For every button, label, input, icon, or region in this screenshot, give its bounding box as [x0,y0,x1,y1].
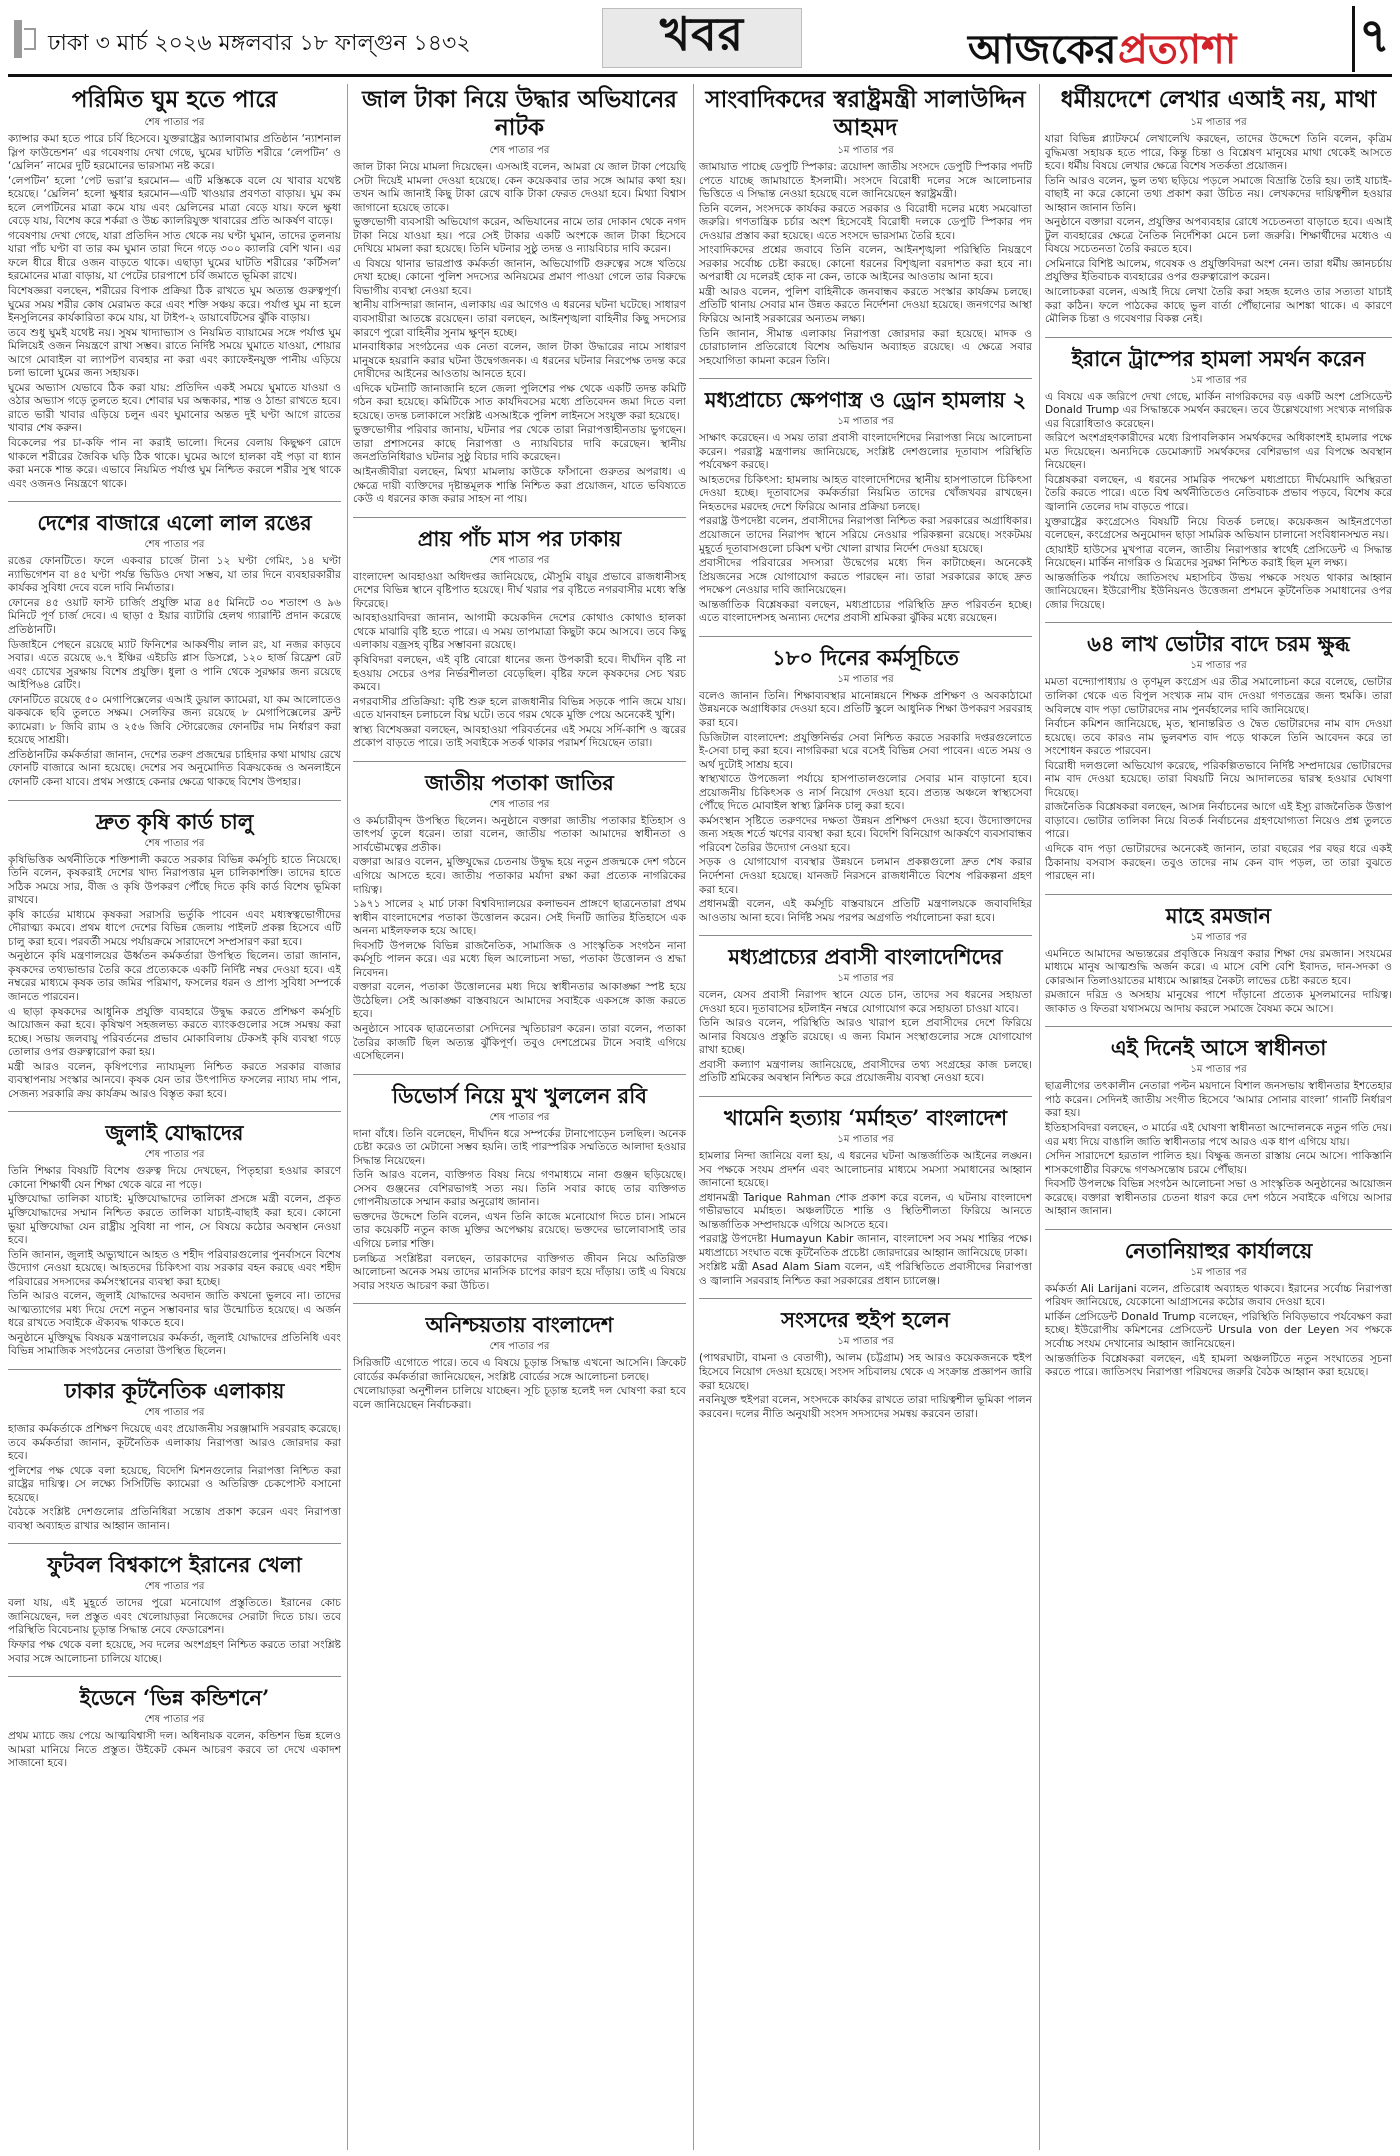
article-paragraph: তিনি আরও বলেন, পরিস্থিতি আরও খারাপ হলে প্রবাসীদের দেশে ফিরিয়ে আনার বিষয়েও প্রস্তুতি রয়েছে। এ জন্য বিমান সংস্থাগুলোর সঙ্গে যোগাযোগ রাখা হচ্ছে। [699,1017,1032,1057]
article-paragraph: পুলিশের পক্ষ থেকে বলা হয়েছে, বিদেশি মিশনগুলোর নিরাপত্তা নিশ্চিত করা রাষ্ট্রের দায়িত্ব। সে লক্ষ্যে সিসিটিভি ক্যামেরা ও অতিরিক্ত চেকপোস্ট বসানো হয়েছে। [8,1464,341,1504]
article-headline: সংসদের হুইপ হলেন [781,1307,950,1333]
article [699,86,1032,368]
logo-part-1: আজকের [968,26,1117,73]
article [8,800,341,1102]
article-paragraph: বক্তারা বলেন, পতাকা উত্তোলনের মধ্য দিয়ে স্বাধীনতার আকাঙ্ক্ষা স্পষ্ট হয়ে উঠেছিল। সেই আকাঙ্ক্ষা বাস্তবায়নে আমাদের সবাইকে একসঙ্গে কাজ করতে হবে। [353,981,686,1021]
article-paragraph: (পাথরঘাটা, বামনা ও বেতাগী), আলম (চট্টগ্রাম) সহ আরও কয়েকজনকে হুইপ হিসেবে নিয়োগ দেওয়া হয়েছে। সংসদ সচিবালয় থেকে এ সংক্রান্ত প্রজ্ঞাপন জারি করা হয়েছে। [699,1352,1032,1392]
article-paragraph: সিরিজটি এগোতে পারে। তবে এ বিষয়ে চূড়ান্ত সিদ্ধান্ত এখনো আসেনি। ক্রিকেট বোর্ডের কর্মকর্তারা জানিয়েছেন, সংশ্লিষ্ট বোর্ডের সঙ্গে আলোচনা চলছে। [353,1357,686,1383]
continuation-note: ১ম পাতার পর [1190,1266,1247,1278]
article-headline: ঢাকার কূটনৈতিক এলাকায় [64,1378,285,1404]
article-paragraph: জাল টাকা নিয়ে মামলা দিয়েছেন। এসআই বলেন, আমরা যে জাল টাকা পেয়েছি সেটা দিয়েই মামলা দেওয়া হয়েছে। কেন কয়েকবার তার সঙ্গে আমার কথা হয়। তখন আমি জানাই কিছু টাকা রেখে বাকি টাকা ফেরত দেওয়া হবে। মিথ্যা বিশ্বাস জাগানো হয়েছে তাকে। [353,161,686,214]
column-2 [353,84,686,2150]
article-headline: অনিশ্চয়তায় বাংলাদেশ [425,1312,614,1338]
article-paragraph: হাজার কর্মকর্তাকে প্রশিক্ষণ দিয়েছে এবং প্রয়োজনীয় সরঞ্জামাদি সরবরাহ করেছে। তবে কর্মকর্তারা জানান, কূটনৈতিক এলাকায় নিরাপত্তা আরও জোরদার করা হবে। [8,1423,341,1463]
article-paragraph: মন্ত্রী আরও বলেন, পুলিশ বাহিনীকে জনবান্ধব করতে সংস্কার কার্যক্রম চলছে। প্রতিটি থানায় সেবার মান উন্নত করতে নির্দেশনা দেওয়া হয়েছে। জনগণের আস্থা ফিরিয়ে আনাই সরকারের অন্যতম লক্ষ্য। [699,285,1032,326]
article-paragraph: বিশ্লেষকরা বলছেন, এ ধরনের সামরিক পদক্ষেপ মধ্যপ্রাচ্যে দীর্ঘমেয়াদি অস্থিরতা তৈরি করতে পারে। এতে বিশ্ব অর্থনীতিতেও নেতিবাচক প্রভাব পড়বে, বিশেষ করে জ্বালানি তেলের দাম বাড়তে পারে। [1045,473,1392,514]
article-paragraph: বলা যায়, এই মুহূর্তে তাদের পুরো মনোযোগ প্রস্তুতিতে। ইরানের কোচ জানিয়েছেন, দল প্রস্তুত এবং খেলোয়াড়রা নিজেদের সেরাটা দিতে চায়। তবে পরিস্থিতি বিবেচনায় চূড়ান্ত সিদ্ধান্ত নেবে ফেডারেশন। [8,1597,341,1637]
article-paragraph: সেদিন সারাদেশে হরতাল পালিত হয়। বিক্ষুব্ধ জনতা রাস্তায় নেমে আসে। পাকিস্তানি শাসকগোষ্ঠীর বিরুদ্ধে গণঅসন্তোষ চরমে পৌঁছায়। [1045,1150,1392,1176]
article-paragraph: এ ছাড়া কৃষকদের আধুনিক প্রযুক্তি ব্যবহারে উদ্বুদ্ধ করতে প্রশিক্ষণ কর্মসূচি আয়োজন করা হবে। কৃষিঋণ সহজলভ্য করতে ব্যাংকগুলোর সঙ্গে সমন্বয় করা হচ্ছে। সভায় জলবায়ু পরিবর্তনের প্রভাব মোকাবিলায় টেকসই কৃষি ব্যবস্থা গড়ে তোলার ওপর গুরুত্বারোপ করা হয়। [8,1005,341,1059]
article [1045,622,1392,883]
article-headline: মাহে রমজান [1165,902,1272,928]
masthead [0,0,1400,78]
article-paragraph: প্রবাসীদের পরিবারের সদস্যরা উদ্বেগের মধ্যে দিন কাটাচ্ছেন। অনেকেই প্রিয়জনের সঙ্গে যোগাযোগ করতে পারছেন না। তারা সরকারের কাছে দ্রুত পদক্ষেপ নেওয়ার দাবি জানিয়েছেন। [699,557,1032,597]
article-paragraph: ফিফার পক্ষ থেকে বলা হয়েছে, সব দলের অংশগ্রহণ নিশ্চিত করতে তারা সংশ্লিষ্ট সবার সঙ্গে আলোচনা চালিয়ে যাচ্ছে। [8,1639,341,1665]
masthead-rule [8,74,1392,77]
article-paragraph: জরিপে অংশগ্রহণকারীদের মধ্যে রিপাবলিকান সমর্থকদের অধিকাংশই হামলার পক্ষে মত দিয়েছেন। অন্যদিকে ডেমোক্র্যাট সমর্থকদের বেশিরভাগ এর বিপক্ষে অবস্থান নিয়েছেন। [1045,432,1392,472]
article-paragraph: রঙের ফোনটিতে। ফলে একবার চার্জে টানা ১২ ঘণ্টা গেমিং, ১৪ ঘণ্টা ন্যাভিগেশন বা ৪৫ ঘণ্টা পর্যন্ত ভিডিও দেখা সম্ভব, যা তার দিনে ব্যবহারকারীর কার্যকর সুবিধা দেবে বলে দাবি নির্মাতার। [8,555,341,595]
article-paragraph: তিনি বলেন, সংসদকে কার্যকর করতে সরকার ও বিরোধী দলের মধ্যে সমঝোতা জরুরি। গণতান্ত্রিক চর্চার অংশ হিসেবেই বিরোধী দলকে ডেপুটি স্পিকার পদ দেওয়ার প্রস্তাব করা হয়েছে। এতে সংসদে ভারসাম্য তৈরি হবে। [699,202,1032,242]
article-paragraph: পররাষ্ট্র উপদেষ্টা Humayun Kabir জানান, বাংলাদেশ সব সময় শান্তির পক্ষে। মধ্যপ্রাচ্যে সংঘাত বন্ধে কূটনৈতিক প্রচেষ্টা জোরদারের আহ্বান জানিয়েছে ঢাকা। [699,1233,1032,1259]
article-headline: জাতীয় পতাকা জাতির [425,769,614,795]
article-headline: ধর্মীয়দেশে লেখার এআই নয়, মাথা [1060,86,1377,113]
article [8,1111,341,1359]
continuation-note: শেষ পাতার পর [144,1407,205,1419]
article [1045,1026,1392,1218]
article-paragraph: হামলার নিন্দা জানিয়ে বলা হয়, এ ধরনের ঘটনা আন্তর্জাতিক আইনের লঙ্ঘন। সব পক্ষকে সংযম প্রদর্শন এবং আলোচনার মাধ্যমে সমস্যা সমাধানের আহ্বান জানানো হয়েছে। [699,1149,1032,1190]
article-headline: ফুটবল বিশ্বকাপে ইরানের খেলা [47,1552,302,1578]
article-paragraph: আইনজীবীরা বলছেন, মিথ্যা মামলায় কাউকে ফাঁসানো গুরুতর অপরাধ। এ ক্ষেত্রে দায়ী ব্যক্তিদের দৃষ্টান্তমূলক শাস্তি নিশ্চিত করা প্রয়োজন, যাতে ভবিষ্যতে কেউ এ ধরনের কাজ করার সাহস না পায়। [353,466,686,506]
article-headline: ডিভোর্স নিয়ে মুখ খুললেন রবি [392,1082,647,1108]
article-headline: ইরানে ট্রাম্পের হামলা সমর্থন করেন [1071,345,1366,371]
article [353,1074,686,1294]
article-paragraph: আলোচকরা বলেন, এআই দিয়ে লেখা তৈরি করা সহজ হলেও তার সত্যতা যাচাই করা কঠিন। ফলে পাঠকের কাছে ভুল বার্তা পৌঁছানোর আশঙ্কা থাকে। এ কারণে মৌলিক চিন্তা ও গবেষণার বিকল্প নেই। [1045,286,1392,326]
continuation-note: শেষ পাতার পর [144,1149,205,1161]
column-4 [1045,84,1392,2150]
article-paragraph: কৃষি কার্ডের মাধ্যমে কৃষকরা সরাসরি ভর্তুকি পাবেন এবং মধ্যস্বত্বভোগীদের দৌরাত্ম্য কমবে। প্রথম ধাপে দেশের বিভিন্ন জেলায় পাইলট প্রকল্প হিসেবে এটি চালু করা হবে। পরবর্তী সময়ে পর্যায়ক্রমে সারাদেশে সম্প্রসারণ করা হবে। [8,908,341,948]
article-paragraph: কৃষিবিদরা বলছেন, এই বৃষ্টি বোরো ধানের জন্য উপকারী হবে। দীর্ঘদিন বৃষ্টি না হওয়ায় সেচের ওপর নির্ভরশীলতা বেড়েছিল। বৃষ্টির ফলে কৃষকদের সেচ খরচ কমবে। [353,653,686,694]
article-paragraph: হোয়াইট হাউসের মুখপাত্র বলেন, জাতীয় নিরাপত্তার স্বার্থেই প্রেসিডেন্ট এ সিদ্ধান্ত নিয়েছেন। মার্কিন নাগরিক ও মিত্রদের সুরক্ষা নিশ্চিত করাই ছিল মূল লক্ষ্য। [1045,543,1392,570]
column-divider [1039,84,1040,2150]
article [8,501,341,789]
article [8,1543,341,1666]
article [699,1298,1032,1421]
article-paragraph: মুক্তিযোদ্ধা তালিকা যাচাই: মুক্তিযোদ্ধাদের তালিকা প্রসঙ্গে মন্ত্রী বলেন, প্রকৃত মুক্তিযোদ্ধাদের সম্মান নিশ্চিত করতে তালিকা যাচাই-বাছাই করা হবে। কোনো ভুয়া মুক্তিযোদ্ধা যেন রাষ্ট্রীয় সুবিধা না পান, সে বিষয়ে কঠোর অবস্থান নেওয়া হবে। [8,1193,341,1247]
article-paragraph: ডিজাইনে পেছনে রয়েছে ম্যাট ফিনিশের আকর্ষণীয় লাল রং, যা নজর কাড়বে সবার। এতে রয়েছে ৬.৭ ইঞ্চির এইচডি প্লাস ডিসপ্লে, ১২০ হার্জ রিফ্রেশ রেট এবং চোখের সুরক্ষায় বিশেষ প্রযুক্তি। ধুলা ও পানি থেকে সুরক্ষার জন্য রয়েছে আইপি৬৪ রেটিং। [8,638,341,692]
article-paragraph: বাংলাদেশ আবহাওয়া অধিদপ্তর জানিয়েছে, মৌসুমি বায়ুর প্রভাবে রাজধানীসহ দেশের বিভিন্ন স্থানে বৃষ্টিপাত হয়েছে। দীর্ঘ খরার পর বৃষ্টিতে নগরবাসীর মধ্যে স্বস্তি ফিরেছে। [353,570,686,610]
column-3 [699,84,1032,2150]
article-headline: জুলাই যোদ্ধাদের [105,1120,244,1146]
article-paragraph: রাজনৈতিক বিশ্লেষকরা বলছেন, আসন্ন নির্বাচনের আগে এই ইস্যু রাজনৈতিক উত্তাপ বাড়াবে। ভোটার তালিকা নিয়ে বিতর্ক নির্বাচনের গ্রহণযোগ্যতা নিয়েও প্রশ্ন তুলতে পারে। [1045,801,1392,841]
article-paragraph: খেলোয়াড়রা অনুশীলন চালিয়ে যাচ্ছেন। সূচি চূড়ান্ত হলেই দল ঘোষণা করা হবে বলে জানিয়েছেন নির্বাচকরা। [353,1385,686,1411]
article-paragraph: অনুষ্ঠানে মুক্তিযুদ্ধ বিষয়ক মন্ত্রণালয়ের কর্মকর্তা, জুলাই যোদ্ধাদের প্রতিনিধি এবং বিভিন্ন সামাজিক সংগঠনের নেতারা উপস্থিত ছিলেন। [8,1331,341,1358]
article-paragraph: স্বাস্থ্য বিশেষজ্ঞরা বলছেন, আবহাওয়া পরিবর্তনের এই সময়ে সর্দি-কাশি ও জ্বরের প্রকোপ বাড়তে পারে। তাই সবাইকে সতর্ক থাকার পরামর্শ দিয়েছেন তারা। [353,723,686,750]
continuation-note: ১ম পাতার পর [837,1133,894,1145]
article-paragraph: মন্ত্রী আরও বলেন, কৃষিপণ্যের ন্যায্যমূল্য নিশ্চিত করতে সরকার বাজার ব্যবস্থাপনায় সংস্কার আনবে। কৃষক যেন তার উৎপাদিত ফসলের ন্যায্য দাম পান, সেজন্য সরকারি ক্রয় কার্যক্রম আরও বিস্তৃত করা হবে। [8,1060,341,1100]
continuation-note: ১ম পাতার পর [1190,117,1247,128]
article-paragraph: অনুষ্ঠানে সাবেক ছাত্রনেতারা সেদিনের স্মৃতিচারণ করেন। তারা বলেন, পতাকা তৈরির কাজটি ছিল অত্যন্ত ঝুঁকিপূর্ণ। তবুও দেশপ্রেমের টানে সবাই এগিয়ে এসেছিলেন। [353,1022,686,1063]
article-headline: নেতানিয়াহুর কার্যালয়ে [1124,1237,1313,1263]
article-paragraph: ফোনটিতে রয়েছে ৫০ মেগাপিক্সেলের এআই ডুয়াল ক্যামেরা, যা কম আলোতেও ঝকঝকে ছবি তুলতে সক্ষম। সেলফির জন্য রয়েছে ৮ মেগাপিক্সেলের ফ্রন্ট ক্যামেরা। ৮ জিবি র‍্যাম ও ২৫৬ জিবি স্টোরেজের ফোনটির দাম নির্ধারণ করা হয়েছে সাশ্রয়ী। [8,693,341,747]
article-paragraph: ছাত্রলীগের তৎকালীন নেতারা পল্টন ময়দানে বিশাল জনসভায় স্বাধীনতার ইশতেহার পাঠ করেন। সেদিনই জাতীয় সংগীত হিসেবে ‘আমার সোনার বাংলা’ গানটি নির্ধারণ করা হয়। [1045,1080,1392,1120]
article-paragraph: ও কর্মচারীবৃন্দ উপস্থিত ছিলেন। অনুষ্ঠানে বক্তারা জাতীয় পতাকার ইতিহাস ও তাৎপর্য তুলে ধরেন। তারা বলেন, জাতীয় পতাকা আমাদের স্বাধীনতা ও সার্বভৌমত্বের প্রতীক। [353,814,686,854]
article-paragraph: বক্তারা আরও বলেন, মুক্তিযুদ্ধের চেতনায় উদ্বুদ্ধ হয়ে নতুন প্রজন্মকে দেশ গঠনে এগিয়ে আসতে হবে। জাতীয় পতাকার মর্যাদা রক্ষা করা প্রত্যেক নাগরিকের দায়িত্ব। [353,856,686,896]
continuation-note: শেষ পাতার পর [489,1341,550,1353]
article-paragraph: তিনি আরও বলেন, ভুল তথ্য ছড়িয়ে পড়লে সমাজে বিভ্রান্তি তৈরি হয়। তাই যাচাই-বাছাই না করে কোনো তথ্য প্রকাশ করা উচিত নয়। লেখকদের দায়িত্বশীল হওয়ার আহ্বান জানান তিনি। [1045,174,1392,214]
continuation-note: শেষ পাতার পর [144,837,205,849]
article-paragraph: নবনিযুক্ত হুইপরা বলেন, সংসদকে কার্যকর রাখতে তারা দায়িত্বশীল ভূমিকা পালন করবেন। দলের নীতি অনুযায়ী সংসদ সদস্যদের সমন্বয় করবেন তারা। [699,1394,1032,1420]
article-paragraph: তিনি আরও বলেন, ব্যক্তিগত বিষয় নিয়ে গণমাধ্যমে নানা গুঞ্জন ছড়িয়েছে। সেসব গুঞ্জনের বেশিরভাগই সত্য নয়। তিনি সবার কাছে তার ব্যক্তিগত গোপনীয়তাকে সম্মান করার অনুরোধ জানান। [353,1169,686,1209]
article [1045,1229,1392,1380]
newspaper-logo [968,14,1338,73]
article-paragraph: ভুক্তভোগীর পরিবার জানায়, ঘটনার পর থেকে তারা নিরাপত্তাহীনতায় ভুগছেন। তারা প্রশাসনের কাছে নিরাপত্তা ও ন্যায়বিচার দাবি করেছেন। স্থানীয় জনপ্রতিনিধিরাও ঘটনার সুষ্ঠু বিচার দাবি করেছেন। [353,424,686,464]
article-paragraph: বলেন, যেসব প্রবাসী নিরাপদ স্থানে যেতে চান, তাদের সব ধরনের সহায়তা দেওয়া হবে। দূতাবাসের হটলাইন নম্বরে যোগাযোগ করে সহায়তা চাওয়া যাবে। [699,989,1032,1015]
article-paragraph: তিনি শিক্ষার বিষয়টি বিশেষ গুরুত্ব দিয়ে দেখছেন, পিতৃহারা হওয়ার কারণে কোনো শিক্ষার্থী যেন শিক্ষা থেকে ঝরে না পড়ে। [8,1165,341,1191]
article-paragraph: অনুষ্ঠানে কৃষি মন্ত্রণালয়ের ঊর্ধ্বতন কর্মকর্তারা উপস্থিত ছিলেন। তারা জানান, কৃষকদের তথ্যভান্ডার তৈরি করে প্রত্যেককে একটি নির্দিষ্ট নম্বর দেওয়া হবে। এই নম্বরের মাধ্যমে কৃষক তার জমির পরিমাণ, ফসলের ধরন ও প্রাপ্য সুবিধা সম্পর্কে জানতে পারবেন। [8,950,341,1003]
continuation-note: শেষ পাতার পর [489,1111,550,1123]
article-paragraph: মানবাধিকার সংগঠনের এক নেতা বলেন, জাল টাকা উদ্ধারের নামে সাধারণ মানুষকে হয়রানি করার ঘটনা উদ্বেগজনক। এ ধরনের ঘটনার নিরপেক্ষ তদন্ত করে দোষীদের আইনের আওতায় আনতে হবে। [353,341,686,381]
article-paragraph: ফোনের ৪৫ ওয়াট ফাস্ট চার্জিং প্রযুক্তি মাত্র ৪৫ মিনিটে ৩০ শতাংশ ও ৯৬ মিনিটে পূর্ণ চার্জ দেবে। এ ছাড়া ৫ ইয়ার ব্যাটারি হেলথ গ্যারান্টি প্রদান করেছে প্রতিষ্ঠানটি। [8,596,341,636]
column-divider [347,84,348,2150]
article-paragraph: গবেষণায় দেখা গেছে, যারা প্রতিদিন সাত থেকে নয় ঘণ্টা ঘুমান, তাদের তুলনায় যারা পাঁচ ঘণ্টা বা তার কম ঘুমান তারা দিনে গড়ে ৩০০ ক্যালরি বেশি খান। এর ফলে ধীরে ধীরে ওজন বাড়তে থাকে। এছাড়া ঘুমের ঘাটতি শরীরের ‘কর্টিসল’ হরমোনের মাত্রা বাড়ায়, যা পেটের চারপাশে চর্বি জমাতে ভূমিকা রাখে। [8,229,341,283]
continuation-note: ১ম পাতার পর [1190,1064,1247,1076]
continuation-note: শেষ পাতার পর [489,554,550,566]
article-paragraph: ১৯৭১ সালের ২ মার্চ ঢাকা বিশ্ববিদ্যালয়ের কলাভবন প্রাঙ্গণে ছাত্রনেতারা প্রথম স্বাধীন বাংলাদেশের পতাকা উত্তোলন করেন। সেই দিনটি জাতির ইতিহাসে এক অনন্য মাইলফলক হয়ে আছে। [353,898,686,938]
article-paragraph: বিশেষজ্ঞরা বলছেন, শরীরের বিপাক প্রক্রিয়া ঠিক রাখতে ঘুম অত্যন্ত গুরুত্বপূর্ণ। ঘুমের সময় শরীর কোষ মেরামত করে এবং শক্তি সঞ্চয় করে। পর্যাপ্ত ঘুম না হলে ইনসুলিনের কার্যকারিতা কমে যায়, যা টাইপ-২ ডায়াবেটিসের ঝুঁকি বাড়ায়। [8,285,341,325]
article-paragraph: বৈঠকে সংশ্লিষ্ট দেশগুলোর প্রতিনিধিরা সন্তোষ প্রকাশ করেন এবং নিরাপত্তা ব্যবস্থা অব্যাহত রাখার আহ্বান জানান। [8,1506,341,1532]
article-paragraph: প্রধানমন্ত্রী বলেন, এই কর্মসূচি বাস্তবায়নে প্রতিটি মন্ত্রণালয়কে জবাবদিহির আওতায় আনা হবে। নির্দিষ্ট সময় পরপর অগ্রগতি পর্যালোচনা করা হবে। [699,898,1032,924]
article-headline: পরিমিত ঘুম হতে পারে [71,86,278,113]
article-paragraph: প্রথম ম্যাচে জয় পেয়ে আত্মবিশ্বাসী দল। অধিনায়ক বলেন, কন্ডিশন ভিন্ন হলেও আমরা মানিয়ে নিতে প্রস্তুত। উইকেট কেমন আচরণ করবে তা দেখে একাদশ সাজানো হবে। [8,1730,341,1770]
article [8,1369,341,1533]
continuation-note: ১ম পাতার পর [837,673,894,685]
article-headline: এই দিনেই আসে স্বাধীনতা [1110,1035,1327,1061]
article-headline: দেশের বাজারে এলো লাল রঙের [37,510,312,536]
article-paragraph: ঘুমের অভ্যাস যেভাবে ঠিক করা যায়: প্রতিদিন একই সময়ে ঘুমাতে যাওয়া ও ওঠার অভ্যাস গড়ে তুলতে হবে। শোবার ঘর অন্ধকার, শান্ত ও ঠান্ডা রাখতে হবে। রাতে ভারী খাবার এড়িয়ে চলুন এবং ঘুমানোর অন্তত দুই ঘণ্টা আগে রাতের খাবার শেষ করুন। [8,381,341,435]
continuation-note: ১ম পাতার পর [1190,931,1247,943]
article-paragraph: এদিকে ঘটনাটি জানাজানি হলে জেলা পুলিশের পক্ষ থেকে একটি তদন্ত কমিটি গঠন করা হয়েছে। কমিটিকে সাত কার্যদিবসের মধ্যে প্রতিবেদন জমা দিতে বলা হয়েছে। তদন্ত চলাকালে সংশ্লিষ্ট এসআইকে পুলিশ লাইনসে সংযুক্ত করা হয়েছে। [353,382,686,422]
column-divider [693,84,694,2150]
article-paragraph: বিরোধী দলগুলো অভিযোগ করেছে, পরিকল্পিতভাবে নির্দিষ্ট সম্প্রদায়ের ভোটারদের নাম বাদ দেওয়া হয়েছে। তারা বিষয়টি নিয়ে আদালতের দ্বারস্থ হওয়ার ঘোষণা দিয়েছে। [1045,759,1392,799]
article-headline: জাল টাকা নিয়ে উদ্ধার অভিযানের নাটক [362,86,677,141]
column-1 [8,84,341,2150]
article-paragraph: তিনি জানান, সীমান্ত এলাকায় নিরাপত্তা জোরদার করা হয়েছে। মাদক ও চোরাচালান প্রতিরোধে বিশেষ অভিযান অব্যাহত রয়েছে। এ ক্ষেত্রে সবার সহযোগিতা কামনা করেন তিনি। [699,327,1032,367]
article-paragraph: দানা বাঁধে। তিনি বলেছেন, দীর্ঘদিন ধরে সম্পর্কের টানাপোড়েন চলছিল। অনেক চেষ্টা করেও তা মেটানো সম্ভব হয়নি। তাই পারস্পরিক সম্মতিতে আলাদা হওয়ার সিদ্ধান্ত নিয়েছেন। [353,1127,686,1167]
article-paragraph: মমতা বন্দ্যোপাধ্যায় ও তৃণমূল কংগ্রেস এর তীব্র সমালোচনা করে বলেছে, ভোটার তালিকা থেকে এত বিপুল সংখ্যক নাম বাদ দেওয়া গণতন্ত্রের জন্য হুমকি। তারা অবিলম্বে বাদ পড়া ভোটারদের নাম পুনর্বহালের দাবি জানিয়েছে। [1045,676,1392,716]
article-paragraph: কর্মকর্তা Ali Larijani বলেন, প্রতিরোধ অব্যাহত থাকবে। ইরানের সর্বোচ্চ নিরাপত্তা পরিষদ জানিয়েছে, যেকোনো আগ্রাসনের কঠোর জবাব দেওয়া হবে। [1045,1282,1392,1309]
article [699,636,1032,925]
article-paragraph: এদিকে বাদ পড়া ভোটারদের অনেকেই জানান, তারা বছরের পর বছর ধরে একই ঠিকানায় বসবাস করছেন। তবুও তাদের নাম কেন বাদ পড়ল, তা তারা বুঝতে পারছেন না। [1045,842,1392,883]
article-paragraph: কৃষিভিত্তিক অর্থনীতিকে শক্তিশালী করতে সরকার বিভিন্ন কর্মসূচি হাতে নিয়েছে। তিনি বলেন, কৃষকরাই দেশের খাদ্য নিরাপত্তার মূল চালিকাশক্তি। তাদের হাতে সঠিক সময়ে সার, বীজ ও কৃষি উপকরণ পৌঁছে দিতে কৃষি কার্ড বিশেষ ভূমিকা রাখবে। [8,853,341,907]
continuation-note: ১ম পাতার পর [837,145,894,156]
article [699,1096,1032,1288]
article-headline: ৬৪ লাখ ভোটার বাদে চরম ক্ষুব্ধ [1087,631,1350,657]
article-paragraph: বলেও জানান তিনি। শিক্ষাব্যবস্থার মানোন্নয়নে শিক্ষক প্রশিক্ষণ ও অবকাঠামো উন্নয়নকে অগ্রাধিকার দেওয়া হবে। প্রতিটি স্কুলে আধুনিক শিক্ষা উপকরণ সরবরাহ করা হবে। [699,689,1032,729]
article-paragraph: পররাষ্ট্র উপদেষ্টা বলেন, প্রবাসীদের নিরাপত্তা নিশ্চিত করা সরকারের অগ্রাধিকার। প্রয়োজনে তাদের নিরাপদ স্থানে সরিয়ে নেওয়ার পরিকল্পনা রয়েছে। সংকটময় মুহূর্তে দূতাবাসগুলো চব্বিশ ঘণ্টা খোলা রাখার নির্দেশ দেওয়া হয়েছে। [699,515,1032,555]
article-headline: মধ্যপ্রাচ্যের প্রবাসী বাংলাদেশিদের [728,944,1003,970]
continuation-note: শেষ পাতার পর [144,539,205,551]
article-paragraph: আবহাওয়াবিদরা জানান, আগামী কয়েকদিন দেশের কোথাও কোথাও হালকা থেকে মাঝারি বৃষ্টি হতে পারে। এ সময় তাপমাত্রা কিছুটা কমে আসবে। তবে কিছু এলাকায় বজ্রসহ বৃষ্টির সম্ভাবনা রয়েছে। [353,612,686,652]
article-paragraph: চলচ্চিত্র সংশ্লিষ্টরা বলছেন, তারকাদের ব্যক্তিগত জীবন নিয়ে অতিরিক্ত আলোচনা অনেক সময় তাদের মানসিক চাপের কারণ হয়ে দাঁড়ায়। তাই এ বিষয়ে সবার সংযত আচরণ করা উচিত। [353,1252,686,1292]
section-title [602,8,802,68]
article-paragraph: নির্বাচন কমিশন জানিয়েছে, মৃত, স্থানান্তরিত ও দ্বৈত ভোটারদের নাম বাদ দেওয়া হয়েছে। তবে কারও নাম ভুলবশত বাদ পড়ে থাকলে তিনি আবেদন করে তা সংশোধন করতে পারবেন। [1045,718,1392,758]
article [1045,86,1392,327]
continuation-note: ১ম পাতার পর [837,1336,894,1348]
logo-part-2: প্রত্যাশা [1118,26,1237,73]
article-paragraph: ডিজিটাল বাংলাদেশ: প্রযুক্তিনির্ভর সেবা নিশ্চিত করতে সরকারি দপ্তরগুলোতে ই-সেবা চালু করা হবে। নাগরিকরা ঘরে বসেই বিভিন্ন সেবা পাবেন। এতে সময় ও অর্থ দুটোই সাশ্রয় হবে। [699,731,1032,771]
article-headline: সাংবাদিকদের স্বরাষ্ট্রমন্ত্রী সালাউদ্দিন আহমদ [705,86,1026,141]
article-paragraph: যুক্তরাষ্ট্রের কংগ্রেসেও বিষয়টি নিয়ে বিতর্ক চলছে। কয়েকজন আইনপ্রণেতা বলেছেন, কংগ্রেসের অনুমোদন ছাড়া সামরিক অভিযান চালানো সংবিধানসম্মত নয়। [1045,515,1392,542]
article-paragraph: যারা বিভিন্ন প্ল্যাটফর্মে লেখালেখি করছেন, তাদের উদ্দেশে তিনি বলেন, কৃত্রিম বুদ্ধিমত্তা সহায়ক হতে পারে, কিন্তু চিন্তা ও বিশ্লেষণ মানুষের মাথা থেকেই আসতে হবে। ধর্মীয় বিষয়ে লেখার ক্ষেত্রে বিশেষ সতর্কতা প্রয়োজন। [1045,133,1392,173]
article-paragraph: নগরবাসীর প্রতিক্রিয়া: বৃষ্টি শুরু হলে রাজধানীর বিভিন্ন সড়কে পানি জমে যায়। এতে যানবাহন চলাচলে বিঘ্ন ঘটে। তবে গরম থেকে মুক্তি পেয়ে অনেকেই খুশি। [353,695,686,722]
article-paragraph: স্থানীয় বাসিন্দারা জানান, এলাকায় এর আগেও এ ধরনের ঘটনা ঘটেছে। সাধারণ ব্যবসায়ীরা আতঙ্কে রয়েছেন। তারা বলছেন, আইনশৃঙ্খলা বাহিনীর কিছু সদস্যের কারণে পুরো বাহিনীর সুনাম ক্ষুণ্ন হচ্ছে। [353,299,686,339]
article [8,86,341,491]
article [8,1676,341,1771]
article [699,378,1032,626]
article-paragraph: আন্তর্জাতিক পর্যায়ে জাতিসংঘ মহাসচিব উভয় পক্ষকে সংযত থাকার আহ্বান জানিয়েছেন। ইউরোপীয় ইউনিয়নও উত্তেজনা প্রশমনে কূটনৈতিক সমাধানের ওপর জোর দিয়েছে। [1045,571,1392,611]
continuation-note: শেষ পাতার পর [144,1714,205,1726]
article-paragraph: তিনি আরও বলেন, জুলাই যোদ্ধাদের অবদান জাতি কখনো ভুলবে না। তাদের আত্মত্যাগের মধ্য দিয়ে দেশে নতুন সম্ভাবনার দ্বার উন্মোচিত হয়েছে। এ অর্জন ধরে রাখতে সবাইকে ঐক্যবদ্ধ থাকতে হবে। [8,1290,341,1330]
section-title-label: খবর [659,7,745,61]
article-paragraph: কর্মসংস্থান সৃষ্টিতে তরুণদের দক্ষতা উন্নয়ন প্রশিক্ষণ দেওয়া হবে। উদ্যোক্তাদের জন্য সহজ শর্তে ঋণের ব্যবস্থা করা হবে। বিদেশি বিনিয়োগ আকর্ষণে ব্যবসাবান্ধব পরিবেশ তৈরির উদ্যোগ নেওয়া হবে। [699,814,1032,854]
continuation-note: শেষ পাতার পর [489,145,550,156]
article-paragraph: এমনিতে আমাদের অভ্যন্তরের প্রবৃত্তিকে নিয়ন্ত্রণ করার শিক্ষা দেয় রমজান। সংযমের মাধ্যমে মানুষ আত্মশুদ্ধি অর্জন করে। এ মাসে বেশি বেশি ইবাদত, দান-সদকা ও কোরআন তিলাওয়াতের মাধ্যমে আল্লাহর নৈকট্য লাভের চেষ্টা করতে হবে। [1045,947,1392,987]
article-paragraph: দিবসটি উপলক্ষে বিভিন্ন সংগঠন আলোচনা সভা ও সাংস্কৃতিক অনুষ্ঠানের আয়োজন করেছে। বক্তারা স্বাধীনতার চেতনা ধারণ করে দেশ গঠনে সবাইকে এগিয়ে আসার আহ্বান জানান। [1045,1178,1392,1218]
dateline: ঢাকা ৩ মার্চ ২০২৬ মঙ্গলবার ১৮ ফাল্গুন ১৪৩২ [48,31,471,56]
article-paragraph: ইতিহাসবিদরা বলছেন, ৩ মার্চের এই ঘোষণা স্বাধীনতা আন্দোলনকে নতুন গতি দেয়। এর মধ্য দিয়ে বাঙালি জাতি স্বাধীনতার পথে আরও এক ধাপ এগিয়ে যায়। [1045,1121,1392,1148]
article-paragraph: রমজানে দরিদ্র ও অসহায় মানুষের পাশে দাঁড়ানো প্রত্যেক মুসলমানের দায়িত্ব। জাকাত ও ফিতরা যথাসময়ে আদায় করলে সমাজে বৈষম্য কমে আসে। [1045,989,1392,1015]
article-paragraph: আহতদের চিকিৎসা: হামলায় আহত বাংলাদেশিদের স্থানীয় হাসপাতালে চিকিৎসা দেওয়া হচ্ছে। দূতাবাসের কর্মকর্তারা নিয়মিত তাদের খোঁজখবর রাখছেন। নিহতদের মরদেহ দেশে ফিরিয়ে আনার প্রক্রিয়া চলছে। [699,473,1032,513]
article-paragraph: আন্তর্জাতিক বিশ্লেষকরা বলছেন, এই হামলা অঞ্চলটিতে নতুন সংঘাতের সূচনা করতে পারে। জাতিসংঘ নিরাপত্তা পরিষদের জরুরি বৈঠক আহ্বান করা হয়েছে। [1045,1352,1392,1379]
page-edge-marker-icon [14,20,36,58]
article-paragraph: দিবসটি উপলক্ষে বিভিন্ন রাজনৈতিক, সামাজিক ও সাংস্কৃতিক সংগঠন নানা কর্মসূচি পালন করে। এর মধ্যে ছিল আলোচনা সভা, পতাকা উত্তোলন ও শ্রদ্ধা নিবেদন। [353,939,686,979]
article-paragraph: প্রবাসী কল্যাণ মন্ত্রণালয় জানিয়েছে, প্রবাসীদের তথ্য সংগ্রহের কাজ চলছে। প্রতিটি শ্রমিকের অবস্থান নিশ্চিত করে প্রয়োজনীয় ব্যবস্থা নেওয়া হবে। [699,1058,1032,1085]
article-paragraph: মার্কিন প্রেসিডেন্ট Donald Trump বলেছেন, পরিস্থিতি নিবিড়ভাবে পর্যবেক্ষণ করা হচ্ছে। ইউরোপীয় কমিশনের প্রেসিডেন্ট Ursula von der Leyen সব পক্ষকে সর্বোচ্চ সংযম দেখানোর আহ্বান জানিয়েছেন। [1045,1310,1392,1350]
article [353,86,686,507]
article-paragraph: জামায়াত পাচ্ছে ডেপুটি স্পিকার: ত্রয়োদশ জাতীয় সংসদে ডেপুটি স্পিকার পদটি পেতে যাচ্ছে জামায়াতে ইসলামী। সংসদে বিরোধী দলের সঙ্গে আলোচনার ভিত্তিতে এ সিদ্ধান্ত নেওয়া হয়েছে বলে জানিয়েছেন স্বরাষ্ট্রমন্ত্রী। [699,161,1032,201]
continuation-note: ১ম পাতার পর [1190,660,1247,672]
article-paragraph: বিকেলের পর চা-কফি পান না করাই ভালো। দিনের বেলায় কিছুক্ষণ রোদে থাকলে শরীরের জৈবিক ঘড়ি ঠিক থাকে। ঘুমের আগে হালকা বই পড়া বা ধ্যান করা মনকে শান্ত করে। এভাবে নিয়মিত পর্যাপ্ত ঘুম নিশ্চিত করলে শরীর সুস্থ থাকে এবং ওজনও নিয়ন্ত্রণে থাকে। [8,437,341,490]
page-number-label: ৭ [1358,7,1391,64]
continuation-note: ১ম পাতার পর [1190,374,1247,386]
article-headline: মধ্যপ্রাচ্যে ক্ষেপণাস্ত্র ও ড্রোন হামলায় ২ [704,387,1027,413]
article [1045,894,1392,1017]
continuation-note: শেষ পাতার পর [489,798,550,810]
article-paragraph: ক্যান্সার কমা হতে পারে চর্বি হিসেবে। যুক্তরাষ্ট্রের অ্যালাবামার প্রতিষ্ঠান ‘ন্যাশনাল স্লিপ ফাউন্ডেশন’ এর গবেষণায় দেখা গেছে, ঘুমের ঘাটতি শরীরে ‘লেপটিন’ ও ‘ঘ্রেলিন’ নামের দুটি হরমোনের ভারসাম্য নষ্ট করে। [8,133,341,173]
continuation-note: ১ম পাতার পর [837,973,894,985]
article-paragraph: সেমিনারে বিশিষ্ট আলেম, গবেষক ও প্রযুক্তিবিদরা অংশ নেন। তারা ধর্মীয় জ্ঞানচর্চায় প্রযুক্তির ইতিবাচক ব্যবহারের ওপর গুরুত্বারোপ করেন। [1045,257,1392,284]
article [699,935,1032,1086]
article-paragraph: ভক্তদের উদ্দেশে তিনি বলেন, এখন তিনি কাজে মনোযোগ দিতে চান। সামনে তার কয়েকটি নতুন কাজ মুক্তির অপেক্ষায় রয়েছে। ভক্তদের ভালোবাসাই তার এগিয়ে চলার শক্তি। [353,1210,686,1250]
article-paragraph: সংশ্লিষ্ট মন্ত্রী Asad Alam Siam বলেন, এই পরিস্থিতিতে প্রবাসীদের নিরাপত্তা ও জ্বালানি সরবরাহ নিশ্চিত করা সরকারের প্রধান চ্যালেঞ্জ। [699,1261,1032,1287]
article-headline: ১৮০ দিনের কর্মসূচিতে [772,644,959,670]
article-headline: প্রায় পাঁচ মাস পর ঢাকায় [417,525,622,551]
article-headline: দ্রুত কৃষি কার্ড চালু [95,808,254,834]
article-paragraph: প্রধানমন্ত্রী Tarique Rahman শোক প্রকাশ করে বলেন, এ ঘটনায় বাংলাদেশ গভীরভাবে মর্মাহত। অঞ্চলটিতে শান্তি ও স্থিতিশীলতা ফিরিয়ে আনতে আন্তর্জাতিক সম্প্রদায়কে এগিয়ে আসতে হবে। [699,1191,1032,1231]
article-paragraph: সড়ক ও যোগাযোগ ব্যবস্থার উন্নয়নে চলমান প্রকল্পগুলো দ্রুত শেষ করার নির্দেশনা দেওয়া হয়েছে। যানজট নিরসনে রাজধানীতে বিশেষ পরিকল্পনা গ্রহণ করা হবে। [699,856,1032,896]
continuation-note: শেষ পাতার পর [144,1581,205,1593]
article [353,1303,686,1412]
article-paragraph: ভুক্তভোগী ব্যবসায়ী অভিযোগ করেন, অভিযানের নামে তার দোকান থেকে নগদ টাকা নিয়ে যাওয়া হয়। পরে সেই টাকার একটি অংশকে জাল টাকা হিসেবে দেখিয়ে মামলা করা হয়েছে। তিনি ঘটনার সুষ্ঠু তদন্ত ও ন্যায়বিচার দাবি করেন। [353,216,686,256]
article-paragraph: অনুষ্ঠানে বক্তারা বলেন, প্রযুক্তির অপব্যবহার রোধে সচেতনতা বাড়াতে হবে। এআই টুল ব্যবহারের ক্ষেত্রে নৈতিক নির্দেশিকা মেনে চলা জরুরি। শিক্ষার্থীদের মধ্যেও এ বিষয়ে সচেতনতা তৈরি করতে হবে। [1045,216,1392,256]
continuation-note: ১ম পাতার পর [837,416,894,428]
article-paragraph: তিনি জানান, জুলাই অভ্যুত্থানে আহত ও শহীদ পরিবারগুলোর পুনর্বাসনে বিশেষ উদ্যোগ নেওয়া হয়েছে। আহতদের চিকিৎসা ব্যয় সরকার বহন করছে এবং শহীদ পরিবারের সদস্যদের কর্মসংস্থানের ব্যবস্থা করা হচ্ছে। [8,1248,341,1288]
article-headline: খামেনি হত্যায় ‘মর্মাহত’ বাংলাদেশ [723,1104,1008,1130]
article-paragraph: প্রতিষ্ঠানটির কর্মকর্তারা জানান, দেশের তরুণ প্রজন্মের চাহিদার কথা মাথায় রেখে ফোনটি বাজারে আনা হয়েছে। দেশের সব অনুমোদিত বিক্রয়কেন্দ্র ও অনলাইনে ফোনটি কেনা যাবে। প্রথম সপ্তাহে কেনার ক্ষেত্রে থাকছে বিশেষ উপহার। [8,748,341,788]
article [353,517,686,751]
article [1045,337,1392,613]
article-paragraph: এ বিষয়ে থানার ভারপ্রাপ্ত কর্মকর্তা জানান, অভিযোগটি গুরুত্বের সঙ্গে খতিয়ে দেখা হচ্ছে। কোনো পুলিশ সদস্যের অনিয়মের প্রমাণ পাওয়া গেলে তার বিরুদ্ধে বিভাগীয় ব্যবস্থা নেওয়া হবে। [353,257,686,297]
article-headline: ইডেনে ‘ভিন্ন কন্ডিশনে’ [79,1685,270,1711]
article-paragraph: সাক্ষাৎ করেছেন। এ সময় তারা প্রবাসী বাংলাদেশিদের নিরাপত্তা নিয়ে আলোচনা করেন। পররাষ্ট্র মন্ত্রণালয় জানিয়েছে, সংশ্লিষ্ট দেশগুলোর দূতাবাস পরিস্থিতি পর্যবেক্ষণ করছে। [699,432,1032,472]
article-paragraph: ‘লেপটিন’ হলো ‘পেট ভরা’র হরমোন— এটি মস্তিষ্ককে বলে যে খাবার যথেষ্ট হয়েছে। ‘ঘ্রেলিন’ হলো ক্ষুধার হরমোন—এটি খাওয়ার প্রবণতা বাড়ায়। ঘুম কম হলে লেপটিনের মাত্রা কমে যায় এবং ঘ্রেলিনের মাত্রা বেড়ে যায়। ফলে ক্ষুধা বেড়ে যায়, বিশেষ করে শর্করা ও উচ্চ ক্যালরিযুক্ত খাবারের প্রতি আকর্ষণ বাড়ে। [8,174,341,228]
article-paragraph: স্বাস্থ্যখাতে উপজেলা পর্যায়ে হাসপাতালগুলোর সেবার মান বাড়ানো হবে। প্রয়োজনীয় চিকিৎসক ও নার্স নিয়োগ দেওয়া হবে। প্রত্যন্ত অঞ্চলে স্বাস্থ্যসেবা পৌঁছে দিতে মোবাইল স্বাস্থ্য ক্লিনিক চালু করা হবে। [699,773,1032,813]
article-paragraph: আন্তর্জাতিক বিশ্লেষকরা বলছেন, মধ্যপ্রাচ্যের পরিস্থিতি দ্রুত পরিবর্তন হচ্ছে। এতে বাংলাদেশসহ অন্যান্য দেশের প্রবাসী শ্রমিকরা ঝুঁকির মধ্যে রয়েছেন। [699,598,1032,625]
continuation-note: শেষ পাতার পর [144,117,205,128]
article-paragraph: তবে শুধু ঘুমই যথেষ্ট নয়। সুষম খাদ্যাভ্যাস ও নিয়মিত ব্যায়ামের সঙ্গে পর্যাপ্ত ঘুম মিলিয়েই ওজন নিয়ন্ত্রণে রাখা সম্ভব। রাতে নির্দিষ্ট সময়ে ঘুমাতে যাওয়া, শোয়ার আগে মোবাইল বা ল্যাপটপ ব্যবহার না করা এবং ক্যাফেইনযুক্ত পানীয় এড়িয়ে চলা ভালো ঘুমের জন্য সহায়ক। [8,326,341,380]
article-paragraph: এ বিষয়ে এক জরিপে দেখা গেছে, মার্কিন নাগরিকদের বড় একটি অংশ প্রেসিডেন্ট Donald Trump এর সিদ্ধান্তকে সমর্থন করছেন। তবে উল্লেখযোগ্য সংখ্যক নাগরিক এর বিরোধিতাও করেছেন। [1045,390,1392,430]
article-paragraph: সাংবাদিকদের প্রশ্নের জবাবে তিনি বলেন, আইনশৃঙ্খলা পরিস্থিতি নিয়ন্ত্রণে সরকার সর্বোচ্চ চেষ্টা করছে। কোনো ধরনের বিশৃঙ্খলা বরদাশত করা হবে না। অপরাধী যে দলেরই হোক না কেন, তাকে আইনের আওতায় আনা হবে। [699,244,1032,284]
article [353,761,686,1064]
page-number [1352,6,1394,72]
